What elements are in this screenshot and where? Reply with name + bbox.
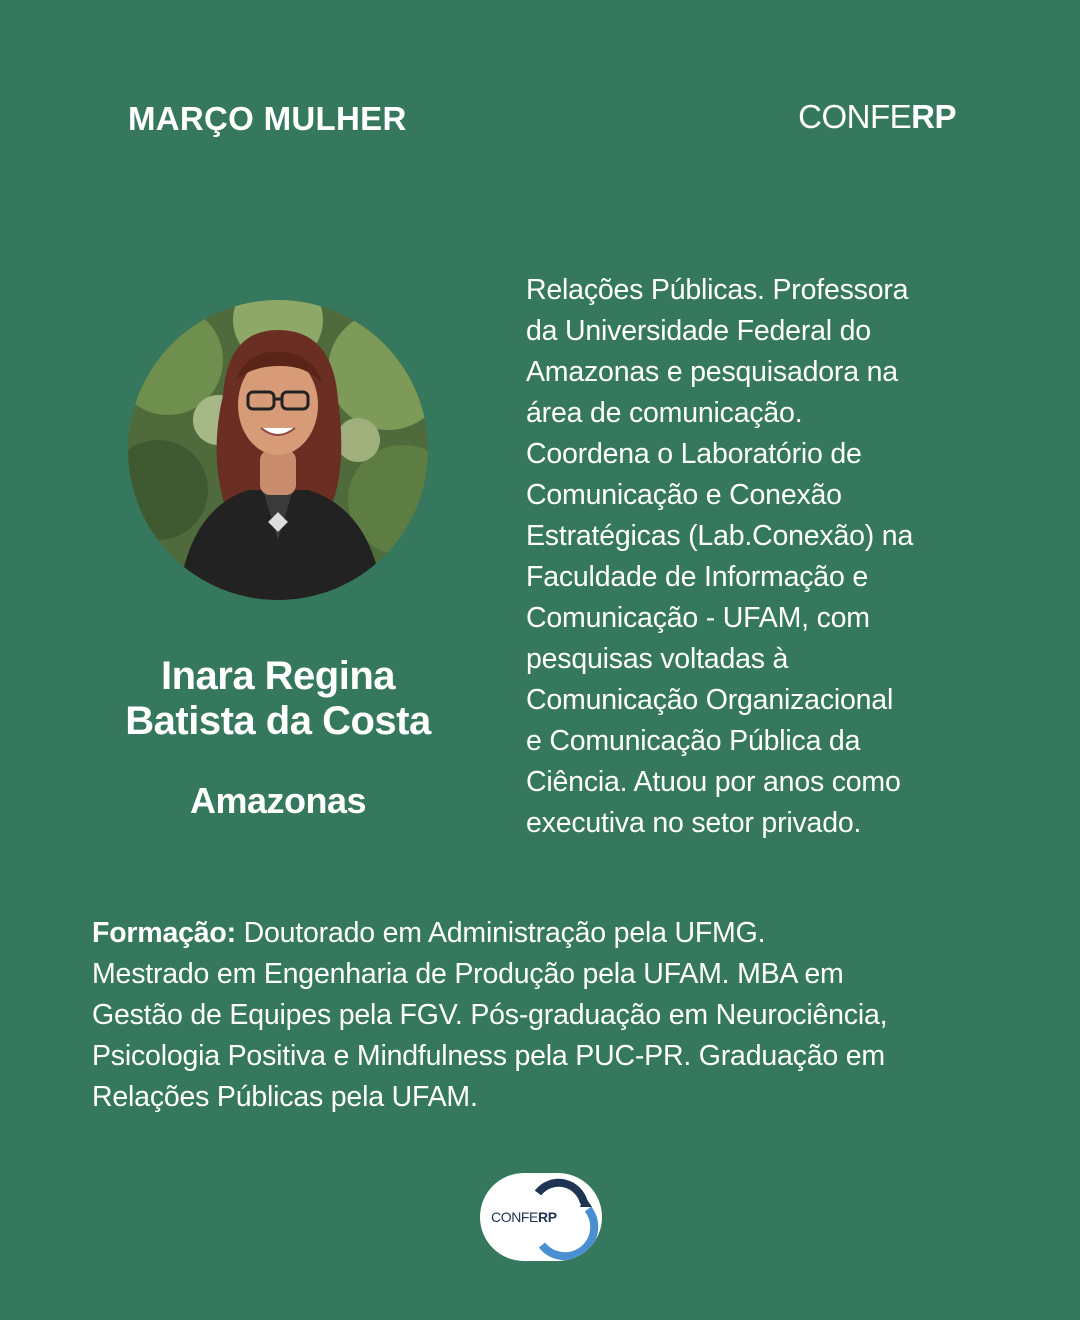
person-name: [88, 654, 468, 744]
education-text: [92, 913, 992, 1118]
bio-line: pesquisas voltadas à: [526, 643, 789, 675]
education-line: [92, 913, 992, 954]
bio-line: executiva no setor privado.: [526, 807, 862, 839]
brand-logo-bold: RP: [911, 98, 956, 135]
bio-line: da Universidade Federal do: [526, 315, 871, 347]
footer-logo-bold: RP: [538, 1209, 557, 1225]
education-line: Psicologia Positiva e Mindfulness pela PUC-PR. Graduação em: [92, 1040, 885, 1072]
profile-photo: [128, 300, 428, 600]
brand-logo: [798, 98, 956, 136]
bio-line: Faculdade de Informação e: [526, 561, 868, 593]
footer-logo-light: CONFE: [491, 1209, 539, 1225]
education-line: Gestão de Equipes pela FGV. Pós-graduação em Neurociência,: [92, 999, 888, 1031]
education-line: Relações Públicas pela UFAM.: [92, 1081, 478, 1113]
bio-line: Estratégicas (Lab.Conexão) na: [526, 520, 914, 552]
bio-line: Ciência. Atuou por anos como: [526, 766, 901, 798]
education-line1: Doutorado em Administração pela UFMG.: [235, 917, 766, 949]
education-line: Mestrado em Engenharia de Produção pela UFAM. MBA em: [92, 958, 844, 990]
person-name-line2: Batista da Costa: [125, 699, 431, 743]
footer-logo-text: [491, 1209, 557, 1225]
person-name-line1: Inara Regina: [160, 654, 396, 698]
footer-logo-badge: [480, 1173, 602, 1261]
education-label: Formação:: [92, 917, 236, 949]
bio-line: Comunicação - UFAM, com: [526, 602, 870, 634]
bio-line: Coordena o Laboratório de: [526, 438, 862, 470]
bio-line: Relações Públicas. Professora: [526, 274, 909, 306]
bio-line: Amazonas e pesquisadora na: [526, 356, 898, 388]
bio-line: área de comunicação.: [526, 397, 803, 429]
brand-logo-light: CONFE: [798, 98, 912, 135]
person-state: Amazonas: [189, 780, 367, 821]
bio-line: Comunicação Organizacional: [526, 684, 894, 716]
bio-text: [526, 270, 976, 844]
bio-line: Comunicação e Conexão: [526, 479, 842, 511]
campaign-title: MARÇO MULHER: [128, 100, 407, 137]
bio-line: e Comunicação Pública da: [526, 725, 861, 757]
portrait-illustration: [128, 300, 428, 600]
